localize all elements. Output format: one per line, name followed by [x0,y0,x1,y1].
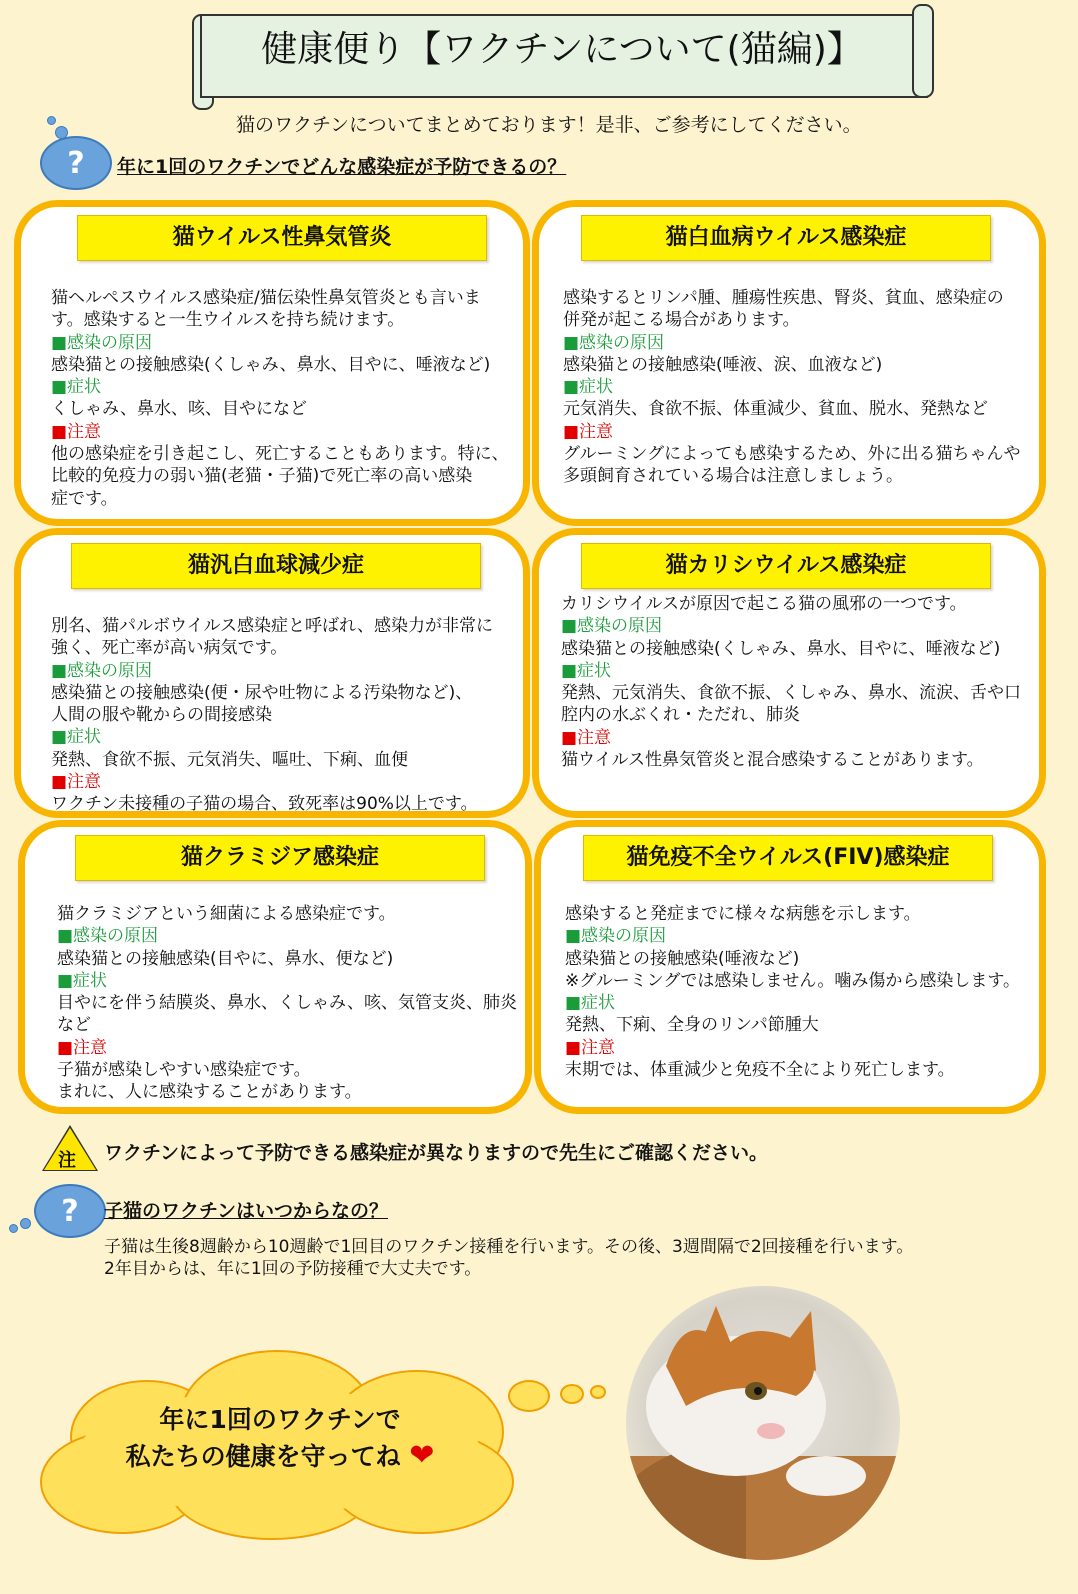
question-icon: ? [34,1184,106,1238]
disease-card-body [565,903,1039,1081]
cause-line: 感染猫との接触感染(くしゃみ、鼻水、目やに、唾液など) [51,354,491,375]
caution-label: ■注意 [51,772,102,793]
caution-label: ■注意 [561,727,612,748]
disease-card-title: 猫ウイルス性鼻気管炎 [77,215,487,261]
disease-card-title: 猫白血病ウイルス感染症 [581,215,991,261]
cause-line: 感染猫との接触感染(唾液など) [565,948,800,969]
desc-line: 感染するとリンパ腫、腫瘍性疾患、腎炎、貧血、感染症の [563,288,1004,308]
intro-text: 猫のワクチンについてまとめております！是非、ご参考にしてください。 [236,114,862,136]
symptom-line: くしゃみ、鼻水、咳、目やになど [51,399,308,420]
answer-line: 子猫は生後8週齢から10週齢で1回目のワクチン接種を行います。その後、3週間隔で2回接種を行います。 [104,1237,914,1257]
desc-line: 猫クラミジアという細菌による感染症です。 [57,904,396,924]
page-title: 健康便り【ワクチンについて(猫編)】 [261,29,863,70]
question-icon: ? [40,136,112,190]
caution-line: 猫ウイルス性鼻気管炎と混合感染することがあります。 [561,750,984,771]
desc-line: カリシウイルスが原因で起こる猫の風邪の一つです。 [561,594,967,614]
cause-label: ■感染の原因 [561,616,663,637]
symptom-label: ■症状 [563,377,614,398]
disease-card-title: 猫汎白血球減少症 [71,543,481,589]
caution-line: 多頭飼育されている場合は注意しましょう。 [563,466,903,487]
symptom-line: 発熱、下痢、全身のリンパ節腫大 [565,1015,819,1036]
symptom-line: 発熱、食欲不振、元気消失、嘔吐、下痢、血便 [51,749,408,770]
caution-label: ■注意 [563,421,614,442]
disease-card-body [51,615,523,816]
warning-mark: 注 [58,1150,76,1171]
cause-line: 感染猫との接触感染(唾液、涙、血液など) [563,354,883,375]
heart-icon: ❤ [409,1438,435,1473]
caution-label: ■注意 [51,421,102,442]
caution-line: 子猫が感染しやすい感染症です。 [57,1060,311,1081]
cat-photo [626,1286,900,1560]
caution-label: ■注意 [565,1037,616,1058]
caution-line: 症です。 [51,488,118,509]
warning-text: ワクチンによって予防できる感染症が異なりますので先生にご確認ください。 [104,1142,769,1164]
disease-card [534,820,1046,1114]
caution-line: 末期では、体重減少と免疫不全により死亡します。 [565,1060,955,1081]
disease-card-title: 猫カリシウイルス感染症 [581,543,991,589]
symptom-label: ■症状 [57,970,108,991]
caution-line: ワクチン未接種の子猫の場合、致死率は90%以上です。 [51,794,478,815]
bubble-dot [47,116,56,125]
symptom-line: 発熱、元気消失、食欲不振、くしゃみ、鼻水、流涙、舌や口 [561,683,1022,704]
caution-line: まれに、人に感染することがあります。 [57,1082,362,1103]
cloud-line-2: 私たちの健康を守ってね ❤ [125,1438,435,1473]
symptom-label: ■症状 [561,660,612,681]
desc-line: 猫ヘルペスウイルス感染症/猫伝染性鼻気管炎とも言いま [51,288,481,308]
caution-label: ■注意 [57,1037,108,1058]
cloud-bubble [590,1385,606,1399]
desc-line: 感染すると発症までに様々な病態を示します。 [565,904,921,924]
caution-line: 他の感染症を引き起こし、死亡することもあります。特に、 [51,444,509,465]
disease-card [532,200,1046,526]
symptom-line: 元気消失、食欲不振、体重減少、貧血、脱水、発熱など [563,399,988,420]
disease-card-title: 猫免疫不全ウイルス(FIV)感染症 [583,835,993,881]
cause-line: ※グルーミングでは感染しません。噛み傷から感染します。 [565,970,1021,991]
question-heading-1: 年に1回のワクチンでどんな感染症が予防できるの？ [117,156,567,178]
bubble-dot [20,1218,31,1229]
disease-card-body [57,903,525,1104]
bubble-dot [9,1224,18,1233]
answer-text [104,1236,913,1280]
disease-card [18,820,532,1114]
cloud-bubble [508,1380,550,1412]
symptom-label: ■症状 [51,377,102,398]
symptom-line: 腔内の水ぶくれ・ただれ、肺炎 [561,705,801,726]
disease-card-body [563,287,1039,488]
disease-card [14,528,530,818]
cause-label: ■感染の原因 [57,926,159,947]
question-heading-2: 子猫のワクチンはいつからなの？ [104,1200,389,1222]
cause-line: 感染猫との接触感染(目やに、鼻水、便など) [57,948,394,969]
cause-line: 人間の服や靴からの間接感染 [51,705,272,726]
cause-line: 感染猫との接触感染(便・尿や吐物による汚染物など)、 [51,682,473,703]
answer-line: 2年目からは、年に1回の予防接種で大丈夫です。 [104,1259,482,1279]
symptom-line: など [57,1015,91,1036]
cloud-bubble [560,1384,584,1404]
disease-card-body [51,287,523,510]
cloud-message [90,1402,470,1475]
disease-card-body [561,593,1039,771]
disease-card-title: 猫クラミジア感染症 [75,835,485,881]
desc-line: 併発が起こる場合があります。 [563,310,800,331]
desc-line: す。感染すると一生ウイルスを持ち続けます。 [51,310,405,331]
desc-line: 強く、死亡率が高い病気です。 [51,638,288,659]
symptom-line: 目やにを伴う結膜炎、鼻水、くしゃみ、咳、気管支炎、肺炎 [57,993,518,1014]
cause-label: ■感染の原因 [51,660,153,681]
cause-line: 感染猫との接触感染(くしゃみ、鼻水、目やに、唾液など) [561,638,1001,659]
disease-card [532,528,1046,818]
symptom-label: ■症状 [51,727,102,748]
caution-line: グルーミングによっても感染するため、外に出る猫ちゃんや [563,444,1021,465]
disease-card [14,200,530,526]
symptom-label: ■症状 [565,993,616,1014]
cause-label: ■感染の原因 [51,332,153,353]
cause-label: ■感染の原因 [563,332,665,353]
cloud-line-1: 年に1回のワクチンで [159,1405,401,1434]
cause-label: ■感染の原因 [565,926,667,947]
caution-line: 比較的免疫力の弱い猫(老猫・子猫)で死亡率の高い感染 [51,466,473,487]
desc-line: 別名、猫パルボウイルス感染症と呼ばれ、感染力が非常に [51,616,493,636]
